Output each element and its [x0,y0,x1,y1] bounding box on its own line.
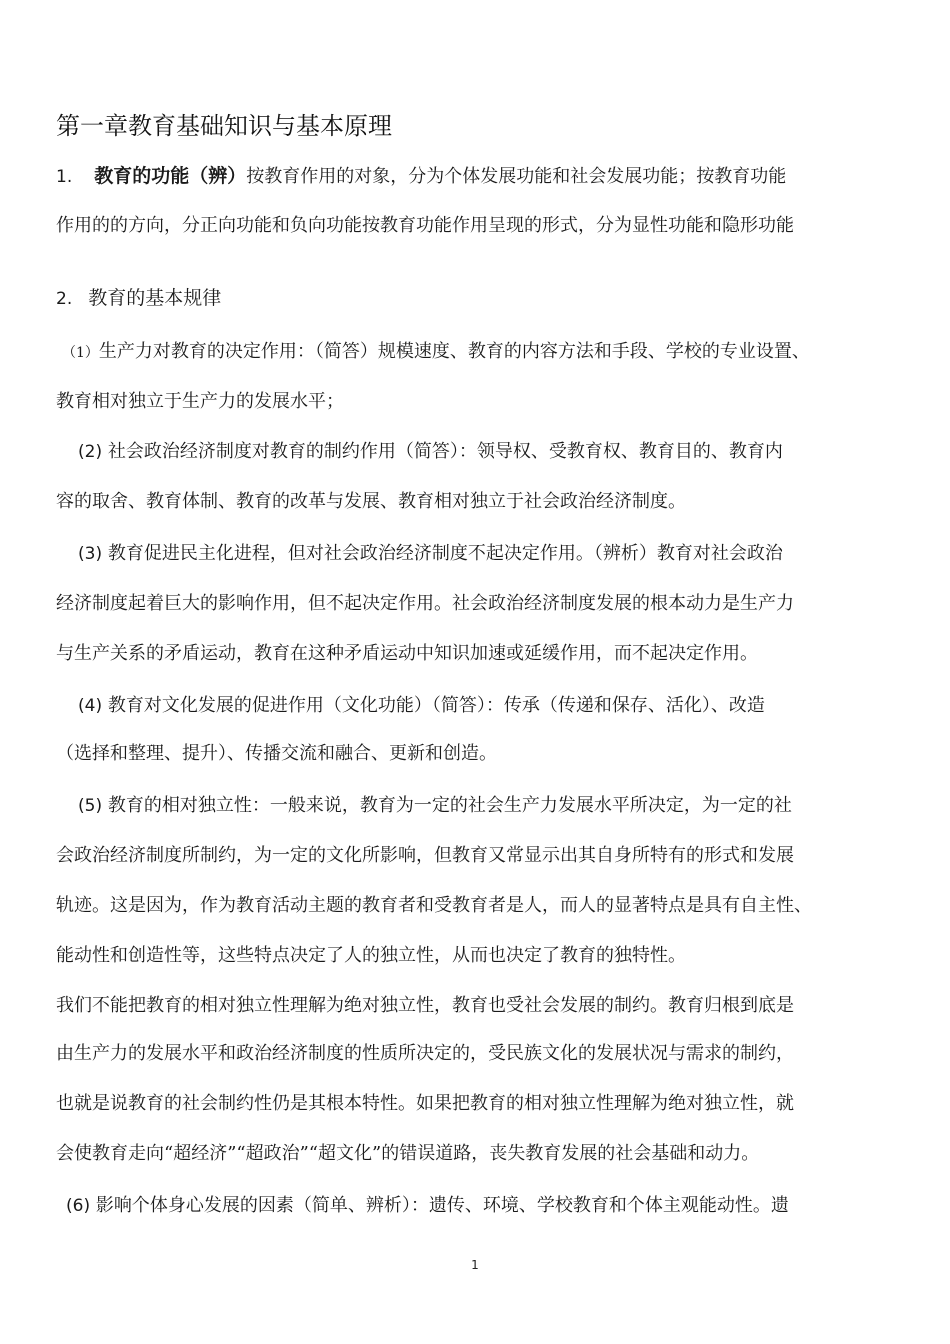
section-1-number: 1. [56,167,73,187]
section-1-text: 按教育作用的对象，分为个体发展功能和社会发展功能；按教育功能 [246,166,787,187]
item-6-line-1 [66,1194,789,1218]
item-3-line-3: 与生产关系的矛盾运动，教育在这种矛盾运动中知识加速或延缓作用，而不起决定作用。 [56,643,758,664]
item-3-line-1 [78,542,783,566]
paragraph-line-4: 会使教育走向“超经济”“超政治”“超文化”的错误道路，丧失教育发展的社会基础和动力。 [56,1143,760,1164]
section-2-heading-line [56,286,221,311]
section-1-line-1 [56,164,786,189]
item-3-marker: (3) [78,544,103,564]
section-1-heading: 教育的功能（辨） [94,165,247,187]
paragraph-line-1: 我们不能把教育的相对独立性理解为绝对独立性，教育也受社会发展的制约。教育归根到底是 [56,995,794,1016]
item-5-marker: (5) [78,796,103,816]
item-4-text: 教育对文化发展的促进作用（文化功能）（简答）：传承（传递和保存、活化）、改造 [107,695,765,716]
section-2-number: 2. [56,289,73,309]
paragraph-line-2: 由生产力的发展水平和政治经济制度的性质所决定的，受民族文化的发展状况与需求的制约， [56,1043,794,1064]
item-5-line-3: 轨迹。这是因为，作为教育活动主题的教育者和受教育者是人，而人的显著特点是具有自主性、 [56,895,812,916]
page-number: 1 [471,1258,479,1272]
item-2-line-2: 容的取舍、教育体制、教育的改革与发展、教育相对独立于社会政治经济制度。 [56,491,686,512]
item-2-marker: (2) [78,442,103,462]
section-2-heading: 教育的基本规律 [88,287,222,309]
item-4-line-2: （选择和整理、提升）、传播交流和融合、更新和创造。 [56,743,497,764]
item-1-line-2: 教育相对独立于生产力的发展水平； [56,391,344,412]
item-1-line-1 [62,340,810,365]
item-5-line-2: 会政治经济制度所制约，为一定的文化所影响，但教育又常显示出其自身所特有的形式和发展 [56,845,794,866]
section-1-line-2: 作用的的方向，分正向功能和负向功能按教育功能作用呈现的形式，分为显性功能和隐形功能 [56,215,794,236]
item-1-marker: （1） [62,345,99,361]
paragraph-line-3: 也就是说教育的社会制约性仍是其根本特性。如果把教育的相对独立性理解为绝对独立性，就 [56,1093,794,1114]
item-5-line-4: 能动性和创造性等，这些特点决定了人的独立性，从而也决定了教育的独特性。 [56,945,686,966]
item-4-line-1 [78,694,765,718]
item-5-text: 教育的相对独立性：一般来说，教育为一定的社会生产力发展水平所决定，为一定的社 [107,795,792,816]
item-2-text: 社会政治经济制度对教育的制约作用（简答）：领导权、受教育权、教育目的、教育内 [107,441,783,462]
item-6-marker: (6) [66,1196,91,1216]
item-3-line-2: 经济制度起着巨大的影响作用，但不起决定作用。社会政治经济制度发展的根本动力是生产力 [56,593,794,614]
item-3-text: 教育促进民主化进程，但对社会政治经济制度不起决定作用。（辨析）教育对社会政治 [107,543,783,564]
item-1-text: 生产力对教育的决定作用：（简答）规模速度、教育的内容方法和手段、学校的专业设置、 [98,341,810,362]
item-5-line-1 [78,794,792,818]
item-2-line-1 [78,440,783,464]
chapter-title: 第一章教育基础知识与基本原理 [56,112,392,140]
item-4-marker: (4) [78,696,103,716]
item-6-text: 影响个体身心发展的因素（简单、辨析）：遗传、环境、学校教育和个体主观能动性。遗 [95,1195,789,1216]
